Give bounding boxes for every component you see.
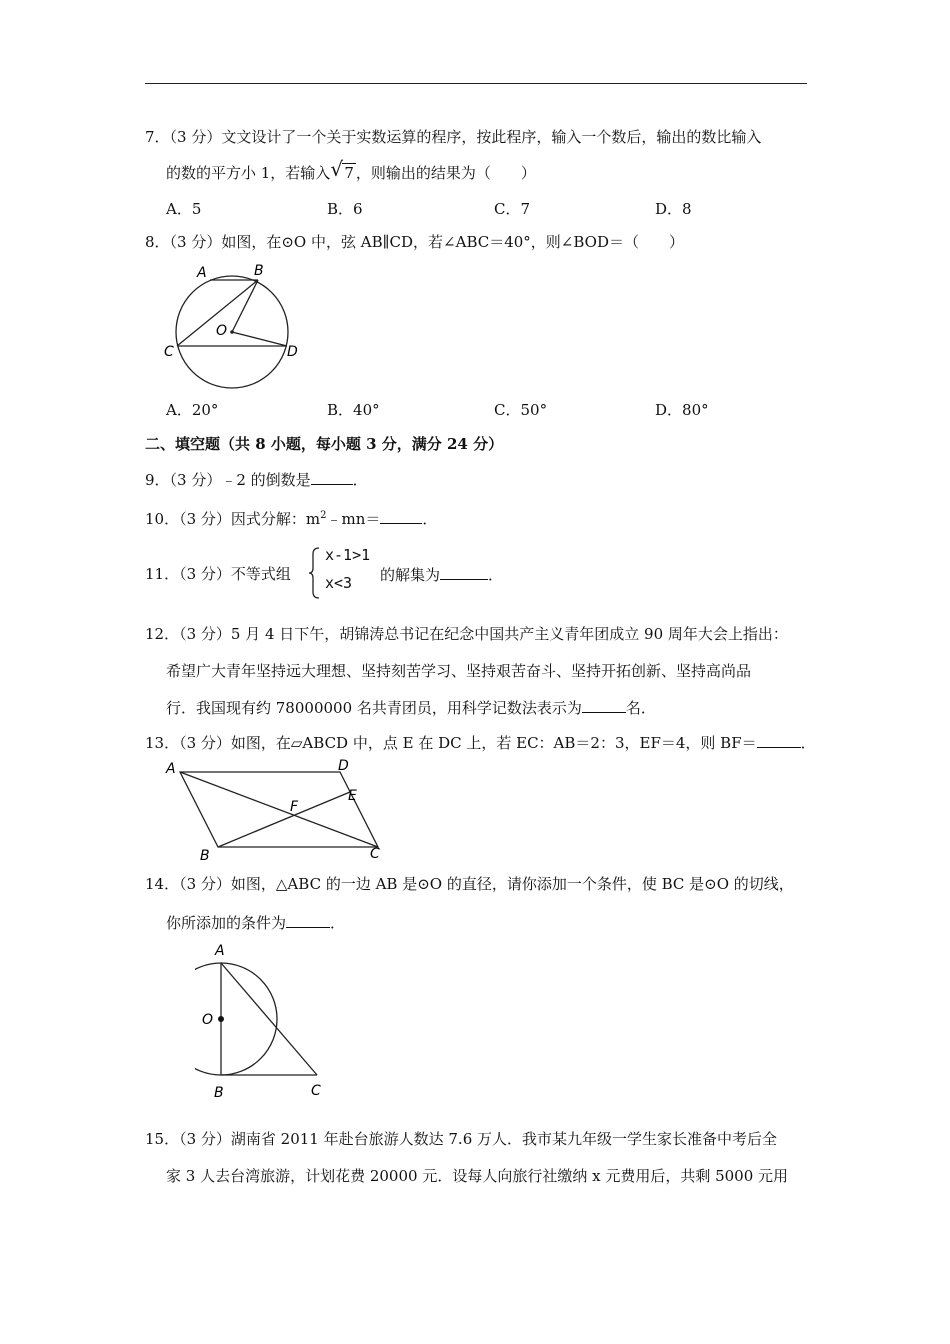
q13-line <box>145 732 816 753</box>
q14-answer-blank <box>286 912 330 928</box>
q10-text-a: 10．（3 分）因式分解：m <box>145 510 321 528</box>
q9-end: ． <box>352 471 368 489</box>
q14-line1: 14．（3 分）如图，△ABC 的一边 AB 是⊙O 的直径，请你添加一个条件，使 BC 是⊙O 的切线， <box>145 875 794 893</box>
q13-label-d: D <box>338 758 349 774</box>
q7-line2 <box>166 157 536 183</box>
q13-text: 13．（3 分）如图，在▱ABCD 中，点 E 在 DC 上，若 EC：AB＝2：3，EF＝4，则 BF＝ <box>145 734 757 752</box>
q8-option-d: D．80° <box>655 401 709 419</box>
q8-segment-od <box>232 332 287 346</box>
q15-line1: 15．（3 分）湖南省 2011 年赴台旅游人数达 7.6 万人．我市某九年级一学生家长准备中考后全 <box>145 1130 778 1148</box>
q14-line2-text: 你所添加的条件为 <box>166 914 287 932</box>
q7-option-c: C．7 <box>494 200 531 218</box>
q8-label-d: D <box>287 344 298 360</box>
q13-segment-be <box>218 792 350 847</box>
q13-end: ． <box>800 734 816 752</box>
q12-line1: 12．（3 分）5 月 4 日下午，胡锦涛总书记在纪念中国共产主义青年团成立 90 周年大会上指出： <box>145 625 788 643</box>
q7-option-d: D．8 <box>655 200 692 218</box>
q13-label-f: F <box>290 799 299 815</box>
q13-diagonal-ac <box>180 772 378 847</box>
q12-answer-blank <box>582 697 626 713</box>
q11-answer-blank <box>440 564 488 580</box>
q14-circle-figure <box>195 938 335 1103</box>
q7-option-b: B．6 <box>327 200 363 218</box>
q10-line <box>145 506 437 529</box>
q11-end: ． <box>488 566 504 584</box>
q8-option-b: B．40° <box>327 401 380 419</box>
q8-label-c: C <box>164 344 174 360</box>
q12-line2: 希望广大青年坚持远大理想、坚持刻苦学习、坚持艰苦奋斗、坚持开拓创新、坚持高尚品 <box>166 662 752 680</box>
q8-text: 8．（3 分）如图，在⊙O 中，弦 AB∥CD，若∠ABC＝40°，则∠BOD＝（ ） <box>145 233 685 251</box>
sqrt-radicand: 7 <box>344 164 354 182</box>
q8-segment-bo <box>232 280 258 332</box>
q9-text: 9．（3 分）﹣2 的倒数是 <box>145 471 311 489</box>
q8-center-dot <box>230 330 234 334</box>
q13-label-b: B <box>200 848 210 864</box>
q7-option-a: A．5 <box>166 200 202 218</box>
q11-text-b: 的解集为 <box>380 566 441 584</box>
header-rule <box>145 83 807 84</box>
brace-icon <box>307 546 321 600</box>
q10-end: ． <box>422 510 438 528</box>
q14-center-dot <box>218 1016 224 1022</box>
q11-text-a: 11．（3 分）不等式组 <box>145 565 291 583</box>
q10-text-b: ﹣mn＝ <box>326 510 381 528</box>
q7-line2-a: 的数的平方小 1，若输入 <box>166 164 331 182</box>
q14-label-a: A <box>215 943 225 959</box>
q9-answer-blank <box>311 469 353 485</box>
q11-inequality-1: x-1>1 <box>325 546 371 564</box>
q12-line3-text: 行．我国现有约 78000000 名共青团员，用科学记数法表示为 <box>166 699 582 717</box>
q12-line3 <box>166 697 656 718</box>
q14-label-b: B <box>214 1085 224 1101</box>
q11-inequality-2: x<3 <box>325 574 353 592</box>
q12-line3-end: 名． <box>625 699 656 717</box>
q14-label-c: C <box>311 1083 321 1099</box>
section-heading-fill-blank: 二、填空题（共 8 小题，每小题 3 分，满分 24 分） <box>145 435 504 453</box>
q13-parallelogram-figure <box>160 757 395 867</box>
q7-line1: 7．（3 分）文文设计了一个关于实数运算的程序，按此程序，输入一个数后，输出的数比输入 <box>145 128 762 146</box>
q9-line <box>145 469 368 490</box>
q7-line2-b: ，则输出的结果为（ ） <box>355 164 536 182</box>
q8-option-a: A．20° <box>166 401 219 419</box>
q14-line2 <box>166 912 345 933</box>
q8-option-c: C．50° <box>494 401 548 419</box>
q13-label-a: A <box>166 761 176 777</box>
q8-label-o: O <box>216 323 228 339</box>
q8-label-b: B <box>254 263 264 279</box>
radical-sign-icon: √ <box>330 157 344 181</box>
q14-label-o: O <box>202 1012 214 1028</box>
q10-exponent: 2 <box>320 510 327 521</box>
q14-segment-ac <box>221 963 317 1075</box>
q13-label-e: E <box>348 788 357 804</box>
sqrt-seven <box>330 157 356 183</box>
q13-answer-blank <box>757 732 801 748</box>
q10-answer-blank <box>380 508 422 524</box>
q8-label-a: A <box>197 265 207 281</box>
q13-label-c: C <box>370 846 380 862</box>
q15-line2: 家 3 人去台湾旅游，计划花费 20000 元．设每人向旅行社缴纳 x 元费用后，共剩 5000 元用 <box>166 1167 789 1185</box>
q11-line-b <box>380 564 503 585</box>
q8-circle-figure <box>160 260 310 395</box>
q14-end: ． <box>330 914 346 932</box>
